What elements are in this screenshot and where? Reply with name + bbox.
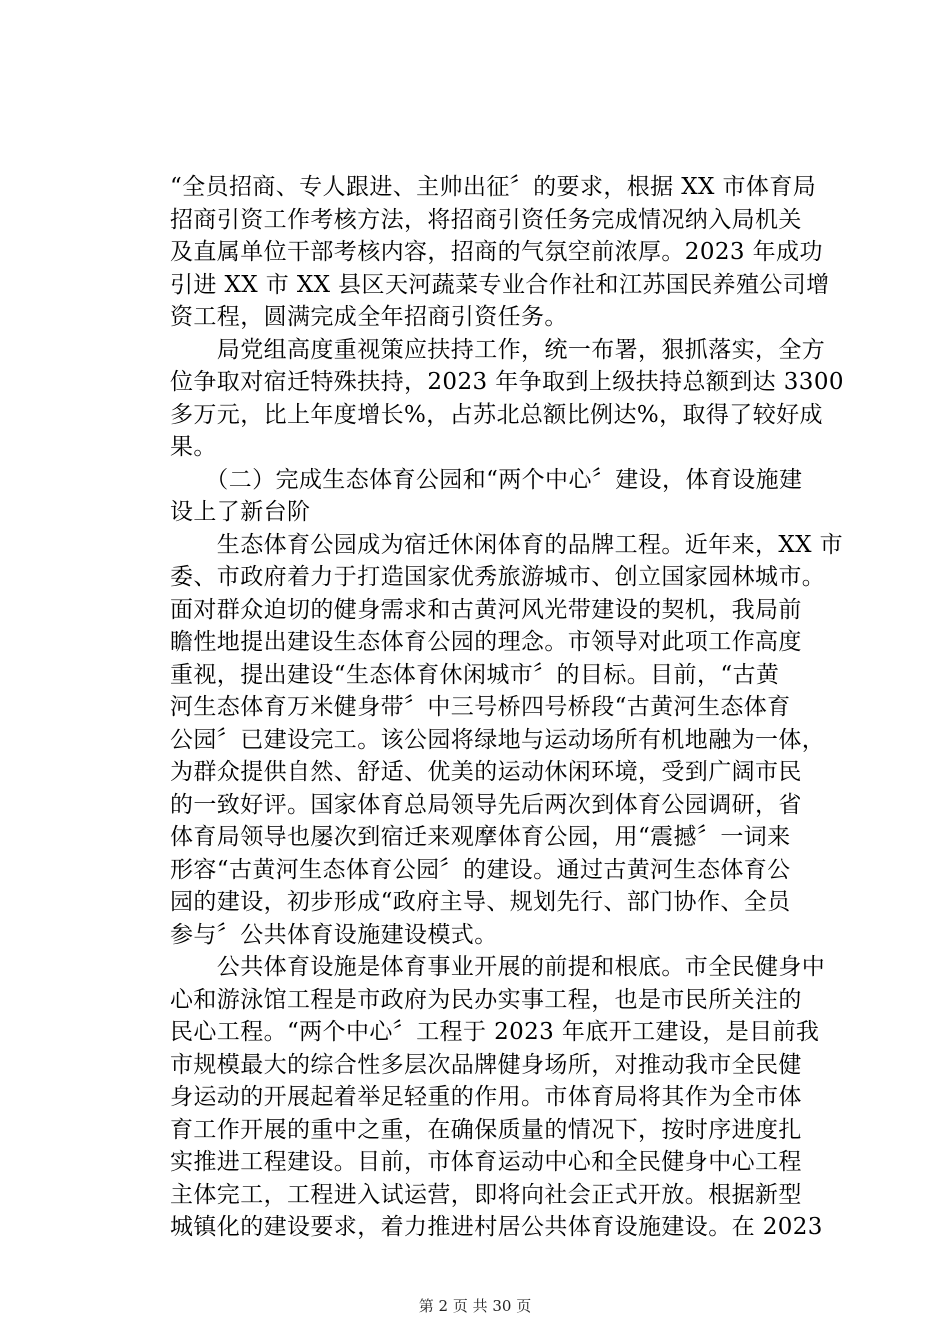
text-line: 公园〞已建设完工。该公园将绿地与运动场所有机地融为一体， — [170, 726, 826, 753]
text-line: 民心工程。“两个中心〞工程于 2023 年底开工建设，是目前我 — [170, 1019, 820, 1045]
text-line: 委、市政府着力于打造国家优秀旅游城市、创立国家园林城市。 — [170, 564, 826, 590]
text-line: 城镇化的建设要求，着力推进村居公共体育设施建设。在 2023 — [170, 1214, 823, 1240]
text-line: 心和游泳馆工程是市政府为民办实事工程，也是市民所关注的 — [170, 986, 802, 1013]
text-line: 河生态体育万米健身带〞中三号桥四号桥段“古黄河生态体育 — [170, 694, 791, 720]
text-line: “全员招商、专人跟进、主帅出征〞的要求，根据 XX 市体育局 — [170, 174, 817, 200]
text-line: 实推进工程建设。目前，市体育运动中心和全民健身中心工程 — [170, 1149, 802, 1175]
text-line: 市规模最大的综合性多层次品牌健身场所，对推动我市全民健 — [170, 1051, 802, 1078]
text-line: 主体完工，工程进入试运营，即将向社会正式开放。根据新型 — [170, 1181, 802, 1208]
text-line: 园的建设，初步形成“政府主导、规划先行、部门协作、全员 — [170, 889, 791, 915]
text-line: 面对群众迫切的健身需求和古黄河风光带建设的契机，我局前 — [170, 596, 802, 623]
section-heading: 设上了新台阶 — [170, 499, 311, 525]
text-line: 重视，提出建设“生态体育休闲城市〞的目标。目前，“古黄 — [170, 661, 780, 688]
text-line: 多万元，比上年度增长%，占苏北总额比例达%，取得了较好成 — [170, 401, 823, 428]
text-line: 体育局领导也屡次到宿迁来观摩体育公园，用“震撼〞一词来 — [170, 824, 791, 850]
text-line: 育工作开展的重中之重，在确保质量的情况下，按时序进度扎 — [170, 1116, 802, 1143]
page-number-footer: 第 2 页 共 30 页 — [418, 1297, 532, 1315]
section-heading: （二）完成生态体育公园和“两个中心〞建设，体育设施建 — [170, 466, 803, 493]
text-line: 局党组高度重视策应扶持工作，统一布署，狠抓落实，全方 — [170, 336, 826, 363]
text-line: 身运动的开展起着举足轻重的作用。市体育局将其作为全市体 — [170, 1084, 802, 1110]
text-line: 瞻性地提出建设生态体育公园的理念。市领导对此项工作高度 — [170, 629, 802, 655]
text-line: 果。 — [170, 434, 217, 460]
text-line: 位争取对宿迁特殊扶持，2023 年争取到上级扶持总额到达 3300 — [170, 369, 844, 395]
text-line: 资工程，圆满完成全年招商引资任务。 — [170, 304, 568, 330]
text-line: 引进 XX 市 XX 县区天河蔬菜专业合作社和江苏国民养殖公司增 — [170, 271, 830, 298]
text-line: 招商引资工作考核方法，将招商引资任务完成情况纳入局机关 — [170, 206, 802, 233]
text-line: 的一致好评。国家体育总局领导先后两次到体育公园调研，省 — [170, 791, 802, 818]
text-line: 参与〞公共体育设施建设模式。 — [170, 921, 498, 948]
text-line: 公共体育设施是体育事业开展的前提和根底。市全民健身中 — [170, 954, 826, 980]
text-line: 及直属单位干部考核内容，招商的气氛空前浓厚。2023 年成功 — [170, 239, 823, 265]
text-line: 形容“古黄河生态体育公园〞的建设。通过古黄河生态体育公 — [170, 856, 791, 883]
text-line: 为群众提供自然、舒适、优美的运动休闲环境，受到广阔市民 — [170, 759, 802, 785]
text-line: 生态体育公园成为宿迁休闲体育的品牌工程。近年来，XX 市 — [170, 531, 844, 558]
